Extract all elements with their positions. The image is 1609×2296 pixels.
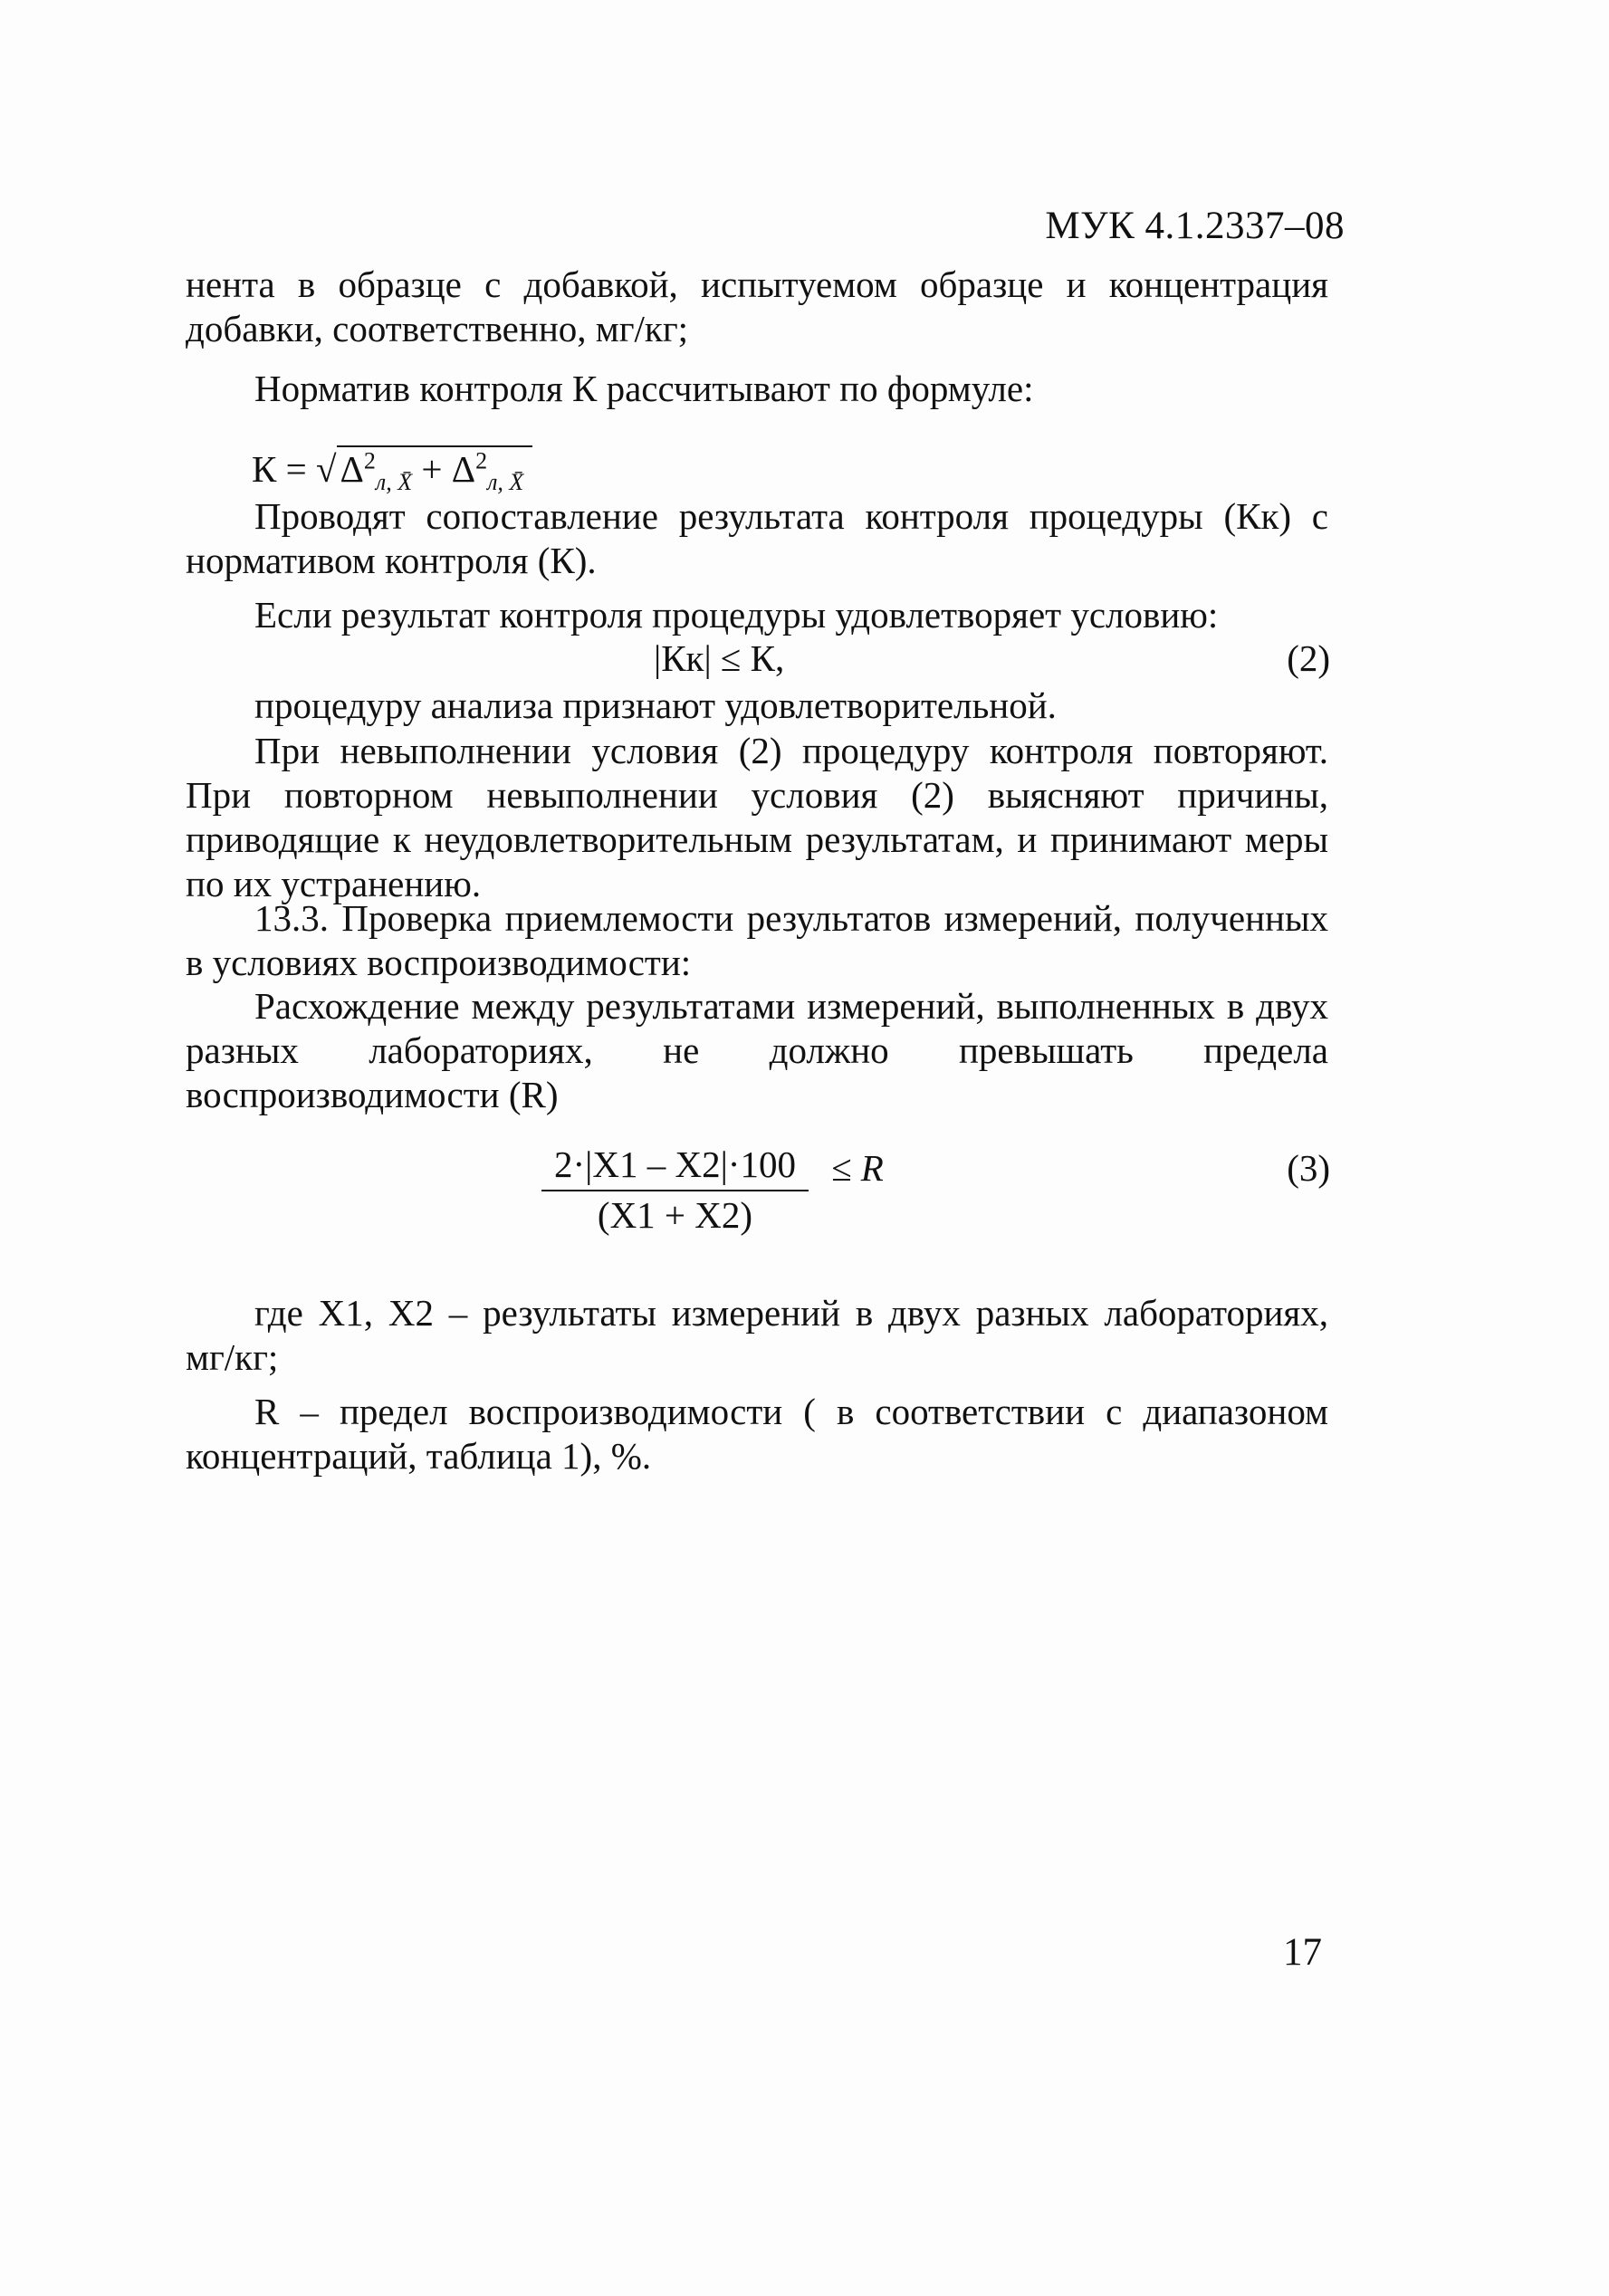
formula-k-lhs: К = (252, 448, 307, 490)
delta-1: Δ (340, 448, 364, 490)
delta-1-exponent: 2 (363, 447, 376, 474)
delta-2-exponent: 2 (475, 447, 488, 474)
condition-2: |Кк| ≤ К, (654, 637, 785, 679)
delta-2: Δ (451, 448, 476, 490)
paragraph-r-definition: R – предел воспроизводимости ( в соответствии с диапазоном концентраций, таблица 1), %. (186, 1391, 1328, 1477)
paragraph-normative: Норматив контроля К рассчитывают по формуле: (254, 368, 1034, 409)
equation-number-3: (3) (1287, 1147, 1330, 1189)
formula-3-fraction (541, 1143, 809, 1239)
formula-3-denominator: (X1 + X2) (597, 1194, 753, 1236)
paragraph-where: где X1, X2 – результаты измерений в двух разных лабораториях, мг/кг; (186, 1292, 1328, 1378)
paragraph-13-3: 13.3. Проверка приемлемости результатов измерений, полученных в условиях воспроизводимости: (186, 897, 1328, 983)
paragraph-condition-intro: Если результат контроля процедуры удовлетворяет условию: (254, 594, 1219, 636)
sqrt-radicand (337, 445, 533, 496)
document-code-header: МУК 4.1.2337–08 (1045, 205, 1345, 247)
paragraph-discrepancy: Расхождение между результатами измерений, выполненных в двух разных лабораториях, не должно превышать предела воспроизводимости (R) (186, 985, 1328, 1115)
delta-1-subscript: л, X̄ (375, 469, 413, 496)
equation-number-2: (2) (1287, 637, 1330, 679)
page-number: 17 (1283, 1931, 1322, 1974)
paragraph-satisfactory: процедуру анализа признают удовлетворительной. (254, 684, 1057, 726)
paragraph-continuation: нента в образце с добавкой, испытуемом образце и концентрация добавки, соответственно, мг/кг; (186, 263, 1328, 349)
formula-k (252, 445, 532, 496)
paragraph-compare: Проводят сопоставление результата контроля процедуры (Кк) с нормативом контроля (К). (186, 495, 1328, 581)
sqrt-symbol: √ (315, 448, 337, 490)
paragraph-failure: При невыполнении условия (2) процедуру контроля повторяют. При повторном невыполнении условия (2) выясняют причины, приводящие к неудовлетворительным результатам, и принимают меры по их устранению. (186, 730, 1328, 904)
formula-k-plus: + (421, 448, 443, 490)
delta-2-subscript: л, X̄ (487, 469, 524, 496)
formula-3-rhs: ≤ R (831, 1147, 884, 1189)
formula-3-numerator: 2·|X1 – X2|·100 (541, 1143, 809, 1191)
